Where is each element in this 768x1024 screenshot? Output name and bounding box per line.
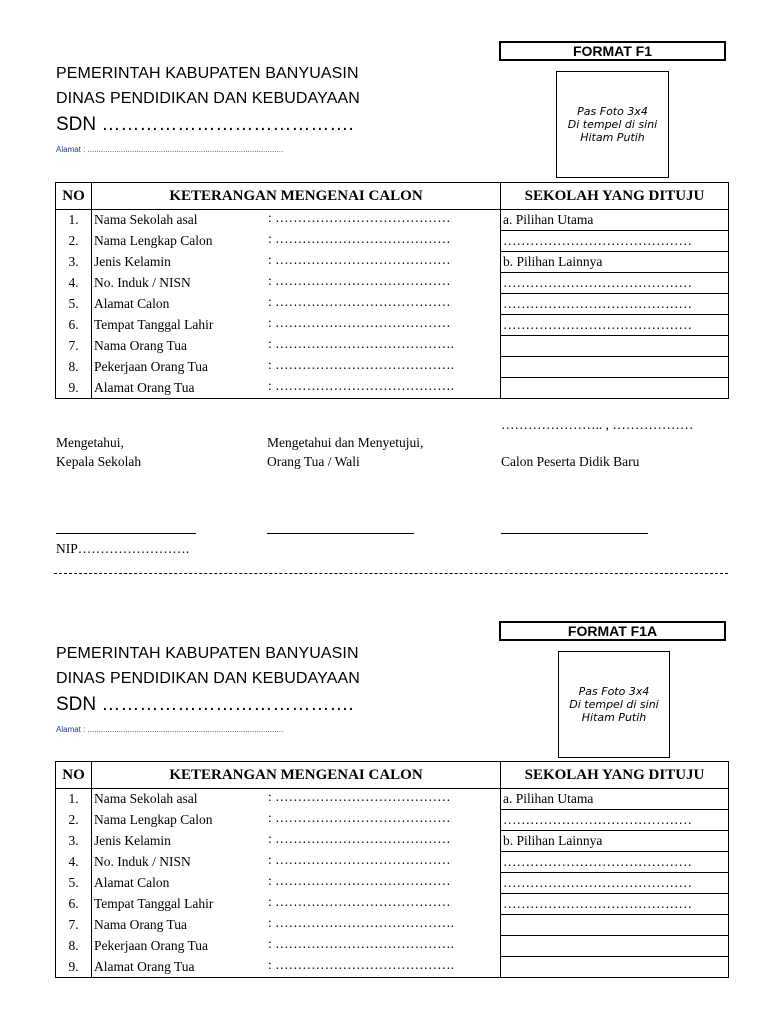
field-value[interactable]: : ………………………………… — [268, 230, 451, 246]
sig-principal-title: Mengetahui, — [56, 435, 124, 450]
row-number: 9. — [56, 957, 92, 978]
col-keterangan: KETERANGAN MENGENAI CALON — [92, 762, 501, 789]
photo-caption: Di tempel di sini — [569, 698, 659, 711]
field-label: Jenis Kelamin — [94, 254, 171, 269]
row-field[interactable] — [92, 789, 501, 810]
row-field[interactable] — [92, 810, 501, 831]
header-government: PEMERINTAH KABUPATEN BANYUASIN — [56, 645, 359, 662]
row-number: 5. — [56, 294, 92, 315]
row-number: 3. — [56, 831, 92, 852]
photo-placeholder — [558, 651, 670, 758]
table-header — [56, 183, 729, 210]
field-label: No. Induk / NISN — [94, 854, 191, 869]
candidate-table — [55, 761, 729, 978]
row-number: 7. — [56, 336, 92, 357]
table-row — [56, 231, 729, 252]
field-value[interactable]: : …………………………………. — [268, 956, 455, 972]
row-field[interactable] — [92, 894, 501, 915]
photo-caption: Hitam Putih — [581, 711, 647, 724]
row-number: 6. — [56, 315, 92, 336]
field-label: Nama Orang Tua — [94, 917, 187, 932]
table-row — [56, 936, 729, 957]
row-field[interactable] — [92, 231, 501, 252]
col-sekolah: SEKOLAH YANG DITUJU — [501, 762, 729, 789]
signature-line[interactable] — [267, 533, 414, 534]
row-number: 1. — [56, 210, 92, 231]
format-label: FORMAT F1 — [499, 41, 726, 61]
row-field[interactable] — [92, 294, 501, 315]
row-field[interactable] — [92, 252, 501, 273]
field-value[interactable]: : ………………………………… — [268, 314, 451, 330]
row-number: 7. — [56, 915, 92, 936]
school-choice — [501, 915, 729, 936]
sig-parent-role: Orang Tua / Wali — [267, 454, 360, 469]
table-row — [56, 852, 729, 873]
field-value[interactable]: : ………………………………… — [268, 872, 451, 888]
photo-caption: Di tempel di sini — [567, 118, 658, 131]
field-label: Nama Sekolah asal — [94, 212, 198, 228]
table-row — [56, 315, 729, 336]
field-label: No. Induk / NISN — [94, 275, 191, 290]
row-number: 8. — [56, 936, 92, 957]
address-line: Alamat : ........................................................................................ — [56, 725, 284, 734]
field-value[interactable]: : ………………………………… — [268, 830, 451, 846]
col-sekolah: SEKOLAH YANG DITUJU — [501, 183, 729, 210]
field-value[interactable]: : ………………………………… — [268, 851, 451, 867]
col-no: NO — [56, 183, 92, 210]
school-name: SDN …………………………………. — [56, 114, 354, 135]
sig-principal-role: Kepala Sekolah — [56, 454, 142, 469]
field-label: Alamat Calon — [94, 875, 170, 890]
photo-caption: Pas Foto 3x4 — [577, 105, 648, 118]
cut-line — [54, 573, 728, 574]
school-choice — [501, 936, 729, 957]
school-choice — [501, 357, 729, 378]
field-value[interactable]: : …………………………………. — [268, 356, 455, 372]
row-number: 6. — [56, 894, 92, 915]
school-choice[interactable]: …………………………………… — [501, 852, 729, 873]
sig-candidate-role: Calon Peserta Didik Baru — [501, 454, 640, 469]
field-label: Alamat Orang Tua — [94, 379, 195, 395]
row-number: 8. — [56, 357, 92, 378]
table-row — [56, 273, 729, 294]
table-header — [56, 762, 729, 789]
row-field[interactable] — [92, 336, 501, 357]
school-choice[interactable]: b. Pilihan Lainnya — [501, 831, 729, 852]
row-field[interactable] — [92, 915, 501, 936]
signature-line[interactable] — [56, 533, 196, 534]
field-value[interactable]: : ………………………………… — [268, 809, 451, 825]
table-row — [56, 957, 729, 978]
header-department: DINAS PENDIDIKAN DAN KEBUDAYAAN — [56, 90, 360, 107]
row-number: 9. — [56, 378, 92, 399]
field-value[interactable]: : …………………………………. — [268, 935, 455, 951]
field-label: Tempat Tanggal Lahir — [94, 317, 214, 332]
field-label: Nama Orang Tua — [94, 338, 187, 353]
table-row — [56, 252, 729, 273]
field-value[interactable]: : …………………………………. — [268, 914, 455, 930]
school-choice[interactable]: …………………………………… — [501, 294, 729, 315]
school-choice — [501, 378, 729, 399]
field-value[interactable]: : ………………………………… — [268, 893, 451, 909]
row-field[interactable] — [92, 357, 501, 378]
table-row — [56, 357, 729, 378]
field-value[interactable]: : ………………………………… — [268, 251, 451, 267]
photo-placeholder — [556, 71, 669, 178]
table-row — [56, 810, 729, 831]
field-value[interactable]: : …………………………………. — [268, 377, 455, 393]
header-government: PEMERINTAH KABUPATEN BANYUASIN — [56, 65, 359, 82]
table-row — [56, 873, 729, 894]
school-choice[interactable]: b. Pilihan Lainnya — [501, 252, 729, 273]
row-number: 4. — [56, 852, 92, 873]
row-number: 5. — [56, 873, 92, 894]
row-field[interactable] — [92, 378, 501, 399]
school-choice[interactable]: …………………………………… — [501, 231, 729, 252]
signature-line[interactable] — [501, 533, 648, 534]
table-row — [56, 210, 729, 231]
field-label: Alamat Calon — [94, 296, 170, 311]
field-value[interactable]: : ………………………………… — [268, 272, 451, 288]
header-department: DINAS PENDIDIKAN DAN KEBUDAYAAN — [56, 670, 360, 687]
table-row — [56, 789, 729, 810]
field-label: Jenis Kelamin — [94, 833, 171, 848]
field-label: Tempat Tanggal Lahir — [94, 896, 214, 911]
school-choice[interactable]: a. Pilihan Utama — [501, 210, 729, 231]
school-choice[interactable]: a. Pilihan Utama — [501, 789, 729, 810]
candidate-table — [55, 182, 729, 399]
field-label: Nama Lengkap Calon — [94, 812, 213, 827]
school-choice[interactable]: …………………………………… — [501, 273, 729, 294]
table-row — [56, 336, 729, 357]
nip-field[interactable]: NIP……………………. — [56, 541, 190, 556]
col-no: NO — [56, 762, 92, 789]
table-row — [56, 894, 729, 915]
school-name: SDN …………………………………. — [56, 694, 354, 715]
school-choice[interactable]: …………………………………… — [501, 894, 729, 915]
photo-caption: Pas Foto 3x4 — [578, 685, 650, 698]
field-label: Alamat Orang Tua — [94, 958, 195, 974]
place-date[interactable]: ………………….. , ……………… — [501, 417, 694, 432]
row-field[interactable] — [92, 957, 501, 978]
field-value[interactable]: : ………………………………… — [268, 293, 451, 309]
school-choice[interactable]: …………………………………… — [501, 873, 729, 894]
field-value[interactable]: : …………………………………. — [268, 335, 455, 351]
school-choice[interactable]: …………………………………… — [501, 315, 729, 336]
field-label: Nama Sekolah asal — [94, 791, 198, 807]
row-number: 4. — [56, 273, 92, 294]
col-keterangan: KETERANGAN MENGENAI CALON — [92, 183, 501, 210]
school-choice — [501, 957, 729, 978]
table-row — [56, 915, 729, 936]
sig-parent-title: Mengetahui dan Menyetujui, — [267, 435, 424, 450]
row-number: 3. — [56, 252, 92, 273]
table-row — [56, 378, 729, 399]
field-value[interactable]: : ………………………………… — [268, 210, 451, 225]
row-field[interactable] — [92, 852, 501, 873]
field-label: Nama Lengkap Calon — [94, 233, 213, 248]
school-choice — [501, 336, 729, 357]
row-field[interactable] — [92, 831, 501, 852]
address-line: Alamat : ........................................................................................ — [56, 145, 284, 154]
row-field[interactable] — [92, 936, 501, 957]
row-field[interactable] — [92, 873, 501, 894]
row-number: 2. — [56, 231, 92, 252]
field-label: Pekerjaan Orang Tua — [94, 938, 208, 953]
field-value[interactable]: : ………………………………… — [268, 789, 451, 804]
table-row — [56, 831, 729, 852]
field-label: Pekerjaan Orang Tua — [94, 359, 208, 374]
school-choice[interactable]: …………………………………… — [501, 810, 729, 831]
row-number: 2. — [56, 810, 92, 831]
format-label: FORMAT F1A — [499, 621, 726, 641]
row-field[interactable] — [92, 315, 501, 336]
row-field[interactable] — [92, 273, 501, 294]
table-row — [56, 294, 729, 315]
row-number: 1. — [56, 789, 92, 810]
photo-caption: Hitam Putih — [580, 131, 645, 144]
row-field[interactable] — [92, 210, 501, 231]
